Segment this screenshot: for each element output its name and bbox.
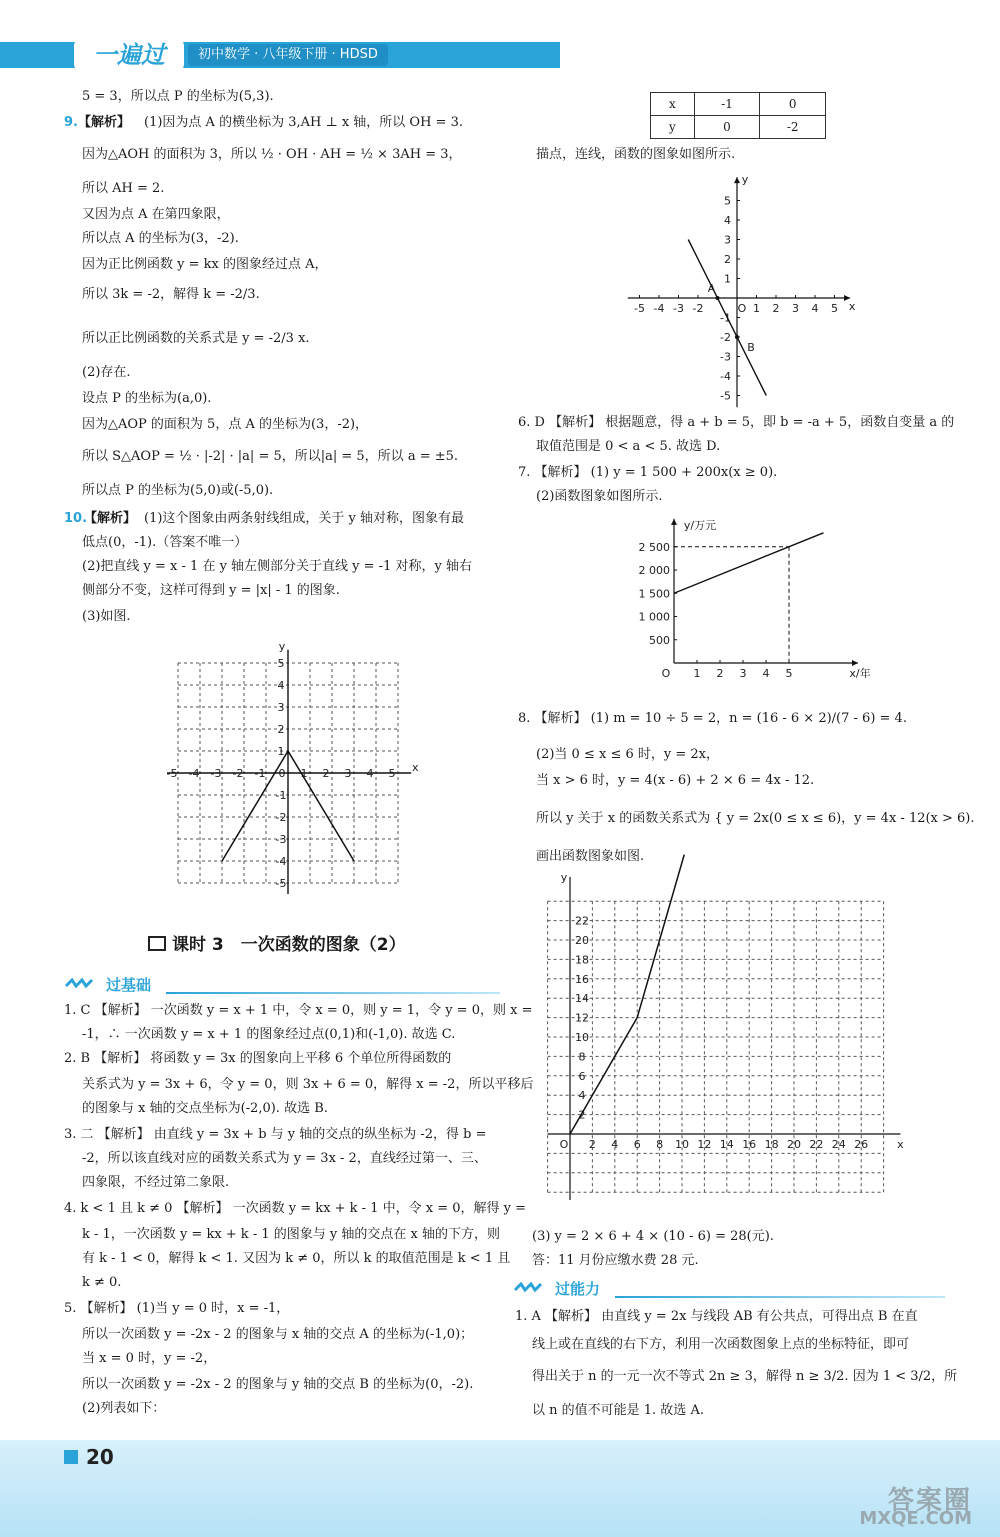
ribbon-basic-label: 过基础 [106,976,152,994]
tick-label: 1 [753,302,760,315]
answer-line: 1. C 【解析】 一次函数 y = x + 1 中，令 x = 0，则 y = 1，令 y = 0，则 x = [64,1003,533,1018]
tick-label: 20 [575,934,589,947]
answer-line: 4. k < 1 且 k ≠ 0 【解析】 一次函数 y = kx + k - 1 中，令 x = 0，解得 y = [64,1201,527,1216]
right-desc1: 描点，连线，函数的图象如图所示. [536,147,736,162]
origin-label: O [559,1138,569,1151]
axis-label: y [560,870,568,884]
question-number: 9. [64,115,78,130]
tick-label: 1 000 [638,610,670,624]
tick-label: 1 [277,745,285,758]
tick-label: 4 [277,679,285,692]
table-cell: 0 [760,93,826,116]
tick-label: 4 [366,767,374,780]
tick-label: 6 [633,1138,641,1151]
tick-label: -2 [275,811,287,824]
ribbon-arrow-icon [515,1282,545,1294]
tick-label: 5 [831,302,838,315]
chart-cost-growth [630,515,871,690]
answer-line: 答：11 月份应缴水费 28 元. [532,1253,699,1268]
ribbon-basic [66,974,500,996]
tick-label: 6 [578,1069,586,1083]
answer-line: 3. 二 【解析】 由直线 y = 3x + b 与 y 轴的交点的纵坐标为 -2，得 b = [64,1127,487,1142]
answer-line: 所以 y 关于 x 的函数关系式为 { y = 2x(0 ≤ x ≤ 6)，y = 4x - 12(x > 6). [536,811,975,826]
watermark-logo: 答案圈 [887,1486,972,1516]
text-line: 因为△AOP 的面积为 5，点 A 的坐标为(3，-2)， [82,417,369,432]
answer-line: (3) y = 2 × 6 + 4 × (10 - 6) = 28(元). [532,1229,774,1244]
answer-line: (2)当 0 ≤ x ≤ 6 时，y = 2x， [536,747,719,762]
axis-label: y [741,173,749,187]
text-line: 所以 S△AOP = ½ · |-2| · |a| = 5，所以|a| = 5，所以 a = ±5. [82,449,459,464]
tick-label: 16 [742,1138,757,1151]
tick-label: 1 [693,667,701,680]
answer-line: 1. A 【解析】 由直线 y = 2x 与线段 AB 有公共点，可得出点 B 在直 [515,1309,918,1324]
tick-label: 18 [575,953,589,967]
footer-band [0,1440,1000,1537]
text-line: (3)如图. [82,609,131,624]
tick-label: 2 [578,1108,586,1122]
table-cell: 0 [694,116,760,139]
answer-line: 7. 【解析】 (1) y = 1 500 + 200x(x ≥ 0). [518,465,778,480]
analysis-tag: 【解析】 [78,115,131,130]
tick-label: 0 [278,767,286,780]
tick-label: 2 000 [638,564,670,577]
tick-label: 18 [764,1138,779,1151]
tick-label: 14 [719,1138,734,1151]
answer-line: 当 x = 0 时，y = -2， [82,1351,217,1366]
tick-label: -3 [275,833,287,846]
tick-label: 8 [656,1138,664,1151]
tick-label: 1 [724,272,731,286]
tick-label: -4 [188,767,200,780]
text-line: 因为△AOH 的面积为 3，所以 ½ · OH · AH = ½ × 3AH = 3， [82,147,462,162]
answer-line: -1，∴ 一次函数 y = x + 1 的图象经过点(0,1)和(-1,0). 故选 C. [82,1027,456,1042]
ribbon-ability [515,1278,945,1300]
tick-label: 14 [575,992,589,1006]
tick-label: 22 [575,914,589,928]
data-point [735,335,739,339]
tick-label: 3 [344,767,352,780]
tick-label: 4 [811,302,819,315]
tick-label: -3 [210,767,222,780]
ribbon-arrow-icon [66,978,96,990]
section-title [148,930,406,955]
tick-label: 3 [277,701,285,714]
table-cell: -2 [760,116,826,139]
answer-line: 有 k - 1 < 0，解得 k < 1. 又因为 k ≠ 0，所以 k 的取值范围是 k < 1 且 [82,1251,511,1266]
text-line: 因为正比例函数 y = kx 的图象经过点 A， [82,257,328,272]
answer-line: 所以一次函数 y = -2x - 2 的图象与 y 轴的交点 B 的坐标为(0，-2). [82,1377,474,1392]
origin-label: O [661,667,671,680]
section-title-text: 课时 3 一次函数的图象（2） [172,935,406,955]
text-line: 又因为点 A 在第四象限， [82,207,230,222]
tick-label: -5 [634,302,645,315]
tick-label: -3 [720,350,731,364]
axis-label: y/万元 [683,518,717,532]
answer-line: k ≠ 0. [82,1275,122,1290]
tick-label: 22 [809,1138,824,1151]
tick-label: 20 [787,1138,801,1151]
axis-label: x/年 [849,667,871,680]
text-line: 5 = 3，所以点 P 的坐标为(5,3). [82,89,274,104]
tick-label: -5 [720,389,731,403]
text-line: (2)存在. [82,365,131,380]
tick-label: -3 [673,302,684,315]
tick-label: -5 [166,767,178,780]
table-cell: -1 [694,93,760,116]
answer-line: (2)列表如下： [82,1401,166,1416]
tick-label: 2 [277,723,285,736]
axis-label: y [278,639,286,653]
tick-label: 5 [785,667,793,680]
tick-label: 5 [388,767,396,780]
question-number: 10. [64,511,88,526]
tick-label: 10 [575,1031,589,1044]
chart-abs-function [166,639,420,895]
tick-label: 4 [762,667,770,680]
answer-line: 当 x > 6 时，y = 4(x - 6) + 2 × 6 = 4x - 12. [536,773,815,788]
tick-label: 5 [724,194,731,208]
point-label: A [707,282,716,295]
tick-label: -4 [720,370,731,383]
answer-line: 所以一次函数 y = -2x - 2 的图象与 x 轴的交点 A 的坐标为(-1,0)； [82,1327,474,1342]
tick-label: -2 [692,302,704,315]
answer-line: 得出关于 n 的一元一次不等式 2n ≥ 3，解得 n ≥ 3/2. 因为 1 < 3/2，所 [532,1369,958,1384]
text-line: 所以正比例函数的关系式是 y = -2/3 x. [82,331,310,346]
text-line: (1)这个图象由两条射线组成，关于 y 轴对称，图象有最 [144,511,465,526]
axis-label: x [848,300,856,313]
tick-label: 2 [772,302,780,315]
tick-label: 1 [300,767,308,780]
chart-line-ab [625,170,865,405]
tick-label: 2 [588,1138,596,1151]
data-point [716,296,720,300]
brand-logo: 一遍过 [74,38,184,72]
answer-line: 8. 【解析】 (1) m = 10 ÷ 5 = 2，n = (16 - 6 × 2)/(7 - 6) = 4. [518,711,907,726]
tick-label: -1 [720,311,731,325]
tick-label: -2 [232,767,244,780]
answer-line: 线上或在直线的右下方，利用一次函数图象上点的坐标特征，即可 [532,1337,910,1352]
tick-label: 24 [831,1138,846,1151]
analysis-tag: 【解析】 [84,511,137,526]
tick-label: 4 [611,1138,619,1151]
tick-label: -2 [720,331,731,344]
tick-label: 2 [322,767,330,780]
value-table [650,92,826,139]
series-line [674,533,824,593]
tick-label: 10 [675,1138,689,1151]
table-cell: y [651,116,695,139]
answer-line: 四象限，不经过第二象限. [82,1175,230,1190]
tick-label: 3 [739,667,747,680]
point-label: B [747,341,755,354]
tick-label: 3 [724,233,731,247]
answer-line: 画出函数图象如图. [536,849,645,864]
text-line: 低点(0，-1).（答案不唯一） [82,535,248,550]
text-line: (2)把直线 y = x - 1 在 y 轴左侧部分关于直线 y = -1 对称，y 轴右 [82,559,472,574]
tick-label: -1 [275,789,287,802]
answer-line: 以 n 的值不可能是 1. 故选 A. [532,1403,704,1418]
text-line: 所以点 P 的坐标为(5,0)或(-5,0). [82,483,274,498]
text-line: 所以 3k = -2，解得 k = -2/3. [82,287,260,302]
tick-label: 500 [649,633,670,647]
table-cell: x [651,93,695,116]
tick-label: 12 [575,1011,589,1025]
answer-line: -2，所以该直线对应的函数关系式为 y = 3x - 2，直线经过第一、三、 [82,1151,487,1166]
tick-label: 4 [724,214,731,227]
arrow-icon [671,519,677,525]
ribbon-ability-label: 过能力 [555,1280,601,1298]
tick-label: -5 [275,877,287,890]
tick-label: 12 [697,1138,712,1151]
tick-label: 2 500 [638,540,670,554]
tick-label: 4 [578,1089,586,1103]
origin-label: O [737,302,747,315]
text-line: 所以点 A 的坐标为(3，-2). [82,231,239,246]
tick-label: 2 [724,253,731,266]
answer-line: 取值范围是 0 < a < 5. 故选 D. [536,439,721,454]
text-line: (1)因为点 A 的横坐标为 3,AH ⊥ x 轴，所以 OH = 3. [144,115,463,130]
page-number: 20 [86,1445,114,1469]
tick-label: 5 [277,657,285,670]
answer-line: 2. B 【解析】 将函数 y = 3x 的图象向上平移 6 个单位所得函数的 [64,1051,452,1066]
tick-label: 16 [575,972,589,986]
answer-line: 的图象与 x 轴的交点坐标为(-2,0). 故选 B. [82,1101,328,1116]
tick-label: 8 [578,1050,586,1064]
page-marker [64,1450,78,1464]
answer-line: 关系式为 y = 3x + 6，令 y = 0，则 3x + 6 = 0，解得 x = -2，所以平移后 [82,1077,534,1092]
watermark-url: MXQE.COM [859,1508,972,1529]
book-tag: 初中数学 · 八年级下册 · HDSD [188,44,388,66]
answer-line: k - 1，一次函数 y = kx + k - 1 的图象与 y 轴的交点在 x 轴的下方，则 [82,1227,500,1242]
tick-label: -4 [275,855,287,868]
chart-water-fee [528,870,904,1210]
axis-label: x [411,761,419,774]
arrow-icon [852,660,858,666]
answer-line: (2)函数图象如图所示. [536,489,663,504]
tick-label: -1 [254,767,266,780]
answer-line: 6. D 【解析】 根据题意，得 a + b = 5，即 b = -a + 5，函数自变量 a 的 [518,415,955,430]
axis-label: x [897,1138,904,1151]
tick-label: 1 500 [638,587,670,601]
tick-label: 26 [854,1138,869,1151]
text-line: 所以 AH = 2. [82,181,165,196]
tick-label: 3 [792,302,799,315]
tick-label: 2 [716,667,724,680]
answer-line: 5. 【解析】 (1)当 y = 0 时，x = -1， [64,1301,290,1316]
lesson-box-icon [148,936,166,951]
arrow-icon [734,177,740,183]
text-line: 侧部分不变，这样可得到 y = |x| - 1 的图象. [82,583,340,598]
text-line: 设点 P 的坐标为(a,0). [82,391,212,406]
tick-label: -4 [653,302,665,315]
